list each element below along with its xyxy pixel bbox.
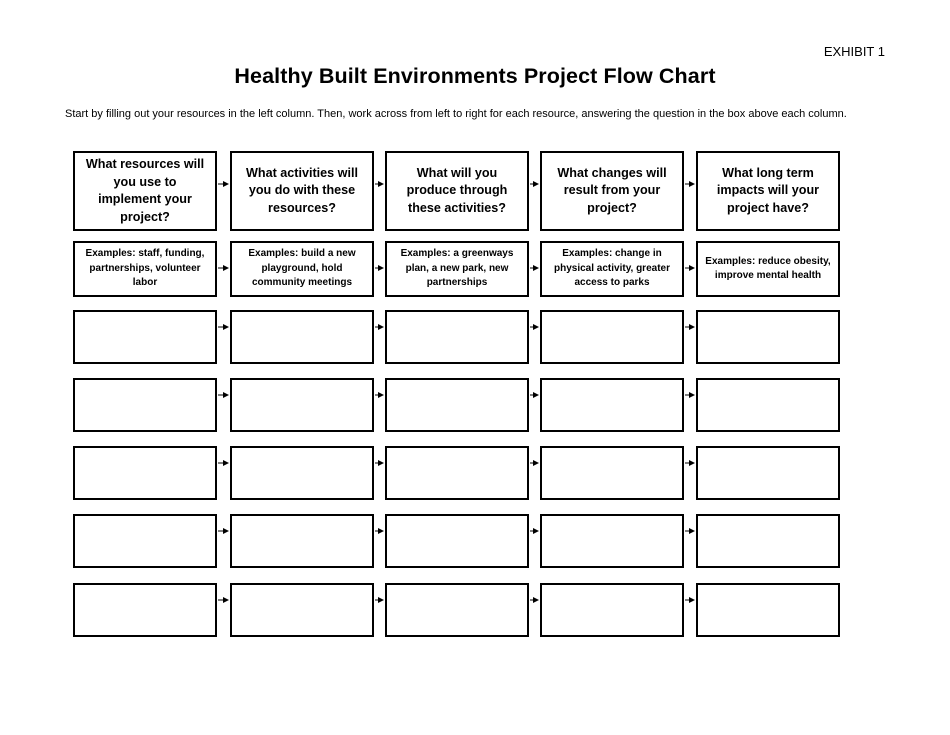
column-question-text: What activities will you do with these resources? xyxy=(246,165,358,215)
flow-arrow xyxy=(685,528,695,534)
flow-arrow xyxy=(685,392,695,398)
column-question-box-3 xyxy=(385,151,529,231)
flow-arrow xyxy=(530,392,539,398)
flow-arrow xyxy=(218,181,229,187)
column-example-box-4 xyxy=(540,241,684,297)
flow-arrow xyxy=(375,181,384,187)
column-question-box-5 xyxy=(696,151,840,231)
blank-entry-box-r4-c2[interactable] xyxy=(230,514,374,568)
column-question-box-4 xyxy=(540,151,684,231)
column-question-box-1 xyxy=(73,151,217,231)
blank-entry-box-r3-c1[interactable] xyxy=(73,446,217,500)
exhibit-label: EXHIBIT 1 xyxy=(823,44,885,59)
blank-entry-box-r4-c1[interactable] xyxy=(73,514,217,568)
column-question-text: What will you produce through these activities? xyxy=(406,165,508,215)
blank-entry-box-r1-c3[interactable] xyxy=(385,310,529,364)
flow-arrow xyxy=(218,324,229,330)
blank-entry-box-r3-c4[interactable] xyxy=(540,446,684,500)
instructions: Start by filling out your resources in the left column. Then, work across from left to right for each resource, answering the question in the box above each column. xyxy=(65,108,847,120)
column-example-box-3 xyxy=(385,241,529,297)
column-example-box-1 xyxy=(73,241,217,297)
blank-entry-box-r1-c4[interactable] xyxy=(540,310,684,364)
flow-arrow xyxy=(685,265,695,271)
blank-entry-box-r2-c3[interactable] xyxy=(385,378,529,432)
blank-entry-box-r5-c5[interactable] xyxy=(696,583,840,637)
column-question-text: What resources will you use to implement your project? xyxy=(85,157,205,224)
blank-entry-box-r2-c1[interactable] xyxy=(73,378,217,432)
blank-entry-box-r3-c5[interactable] xyxy=(696,446,840,500)
page-title: Healthy Built Environments Project Flow Chart xyxy=(234,64,716,88)
flow-arrow xyxy=(375,265,384,271)
column-example-text: Examples: a greenways plan, a new park, new partnerships xyxy=(400,248,514,289)
flow-arrow xyxy=(218,460,229,466)
flow-arrow xyxy=(530,597,539,603)
flow-arrow xyxy=(685,181,695,187)
column-example-text: Examples: change in physical activity, greater access to parks xyxy=(554,248,670,289)
flow-arrow xyxy=(375,460,384,466)
flow-arrow xyxy=(218,528,229,534)
column-example-text: Examples: staff, funding, partnerships, volunteer labor xyxy=(85,248,205,289)
flow-arrow xyxy=(218,597,229,603)
blank-entry-box-r5-c1[interactable] xyxy=(73,583,217,637)
flow-arrow xyxy=(530,324,539,330)
flow-arrow xyxy=(685,324,695,330)
blank-entry-box-r1-c5[interactable] xyxy=(696,310,840,364)
blank-entry-box-r4-c4[interactable] xyxy=(540,514,684,568)
flow-arrow xyxy=(530,528,539,534)
blank-entry-box-r5-c2[interactable] xyxy=(230,583,374,637)
blank-entry-box-r2-c5[interactable] xyxy=(696,378,840,432)
blank-entry-box-r2-c2[interactable] xyxy=(230,378,374,432)
flow-arrow xyxy=(530,265,539,271)
column-question-box-2 xyxy=(230,151,374,231)
blank-entry-box-r3-c3[interactable] xyxy=(385,446,529,500)
flow-arrow xyxy=(530,460,539,466)
blank-entry-box-r1-c2[interactable] xyxy=(230,310,374,364)
flow-arrow xyxy=(530,181,539,187)
blank-entry-box-r4-c5[interactable] xyxy=(696,514,840,568)
column-example-box-2 xyxy=(230,241,374,297)
column-question-text: What changes will result from your project? xyxy=(557,165,667,215)
blank-entry-box-r5-c3[interactable] xyxy=(385,583,529,637)
column-example-text: Examples: reduce obesity, improve mental health xyxy=(705,255,831,281)
blank-entry-box-r1-c1[interactable] xyxy=(73,310,217,364)
flow-arrow xyxy=(218,265,229,271)
flow-arrow xyxy=(375,528,384,534)
flow-arrow xyxy=(685,597,695,603)
column-example-text: Examples: build a new playground, hold community meetings xyxy=(248,248,356,289)
column-example-box-5 xyxy=(696,241,840,297)
blank-entry-box-r3-c2[interactable] xyxy=(230,446,374,500)
blank-entry-box-r4-c3[interactable] xyxy=(385,514,529,568)
flow-arrow xyxy=(218,392,229,398)
blank-entry-box-r5-c4[interactable] xyxy=(540,583,684,637)
flow-arrow xyxy=(375,324,384,330)
flow-arrow xyxy=(685,460,695,466)
flow-arrow xyxy=(375,392,384,398)
column-question-text: What long term impacts will your project have? xyxy=(716,165,820,215)
flow-arrow xyxy=(375,597,384,603)
blank-entry-box-r2-c4[interactable] xyxy=(540,378,684,432)
